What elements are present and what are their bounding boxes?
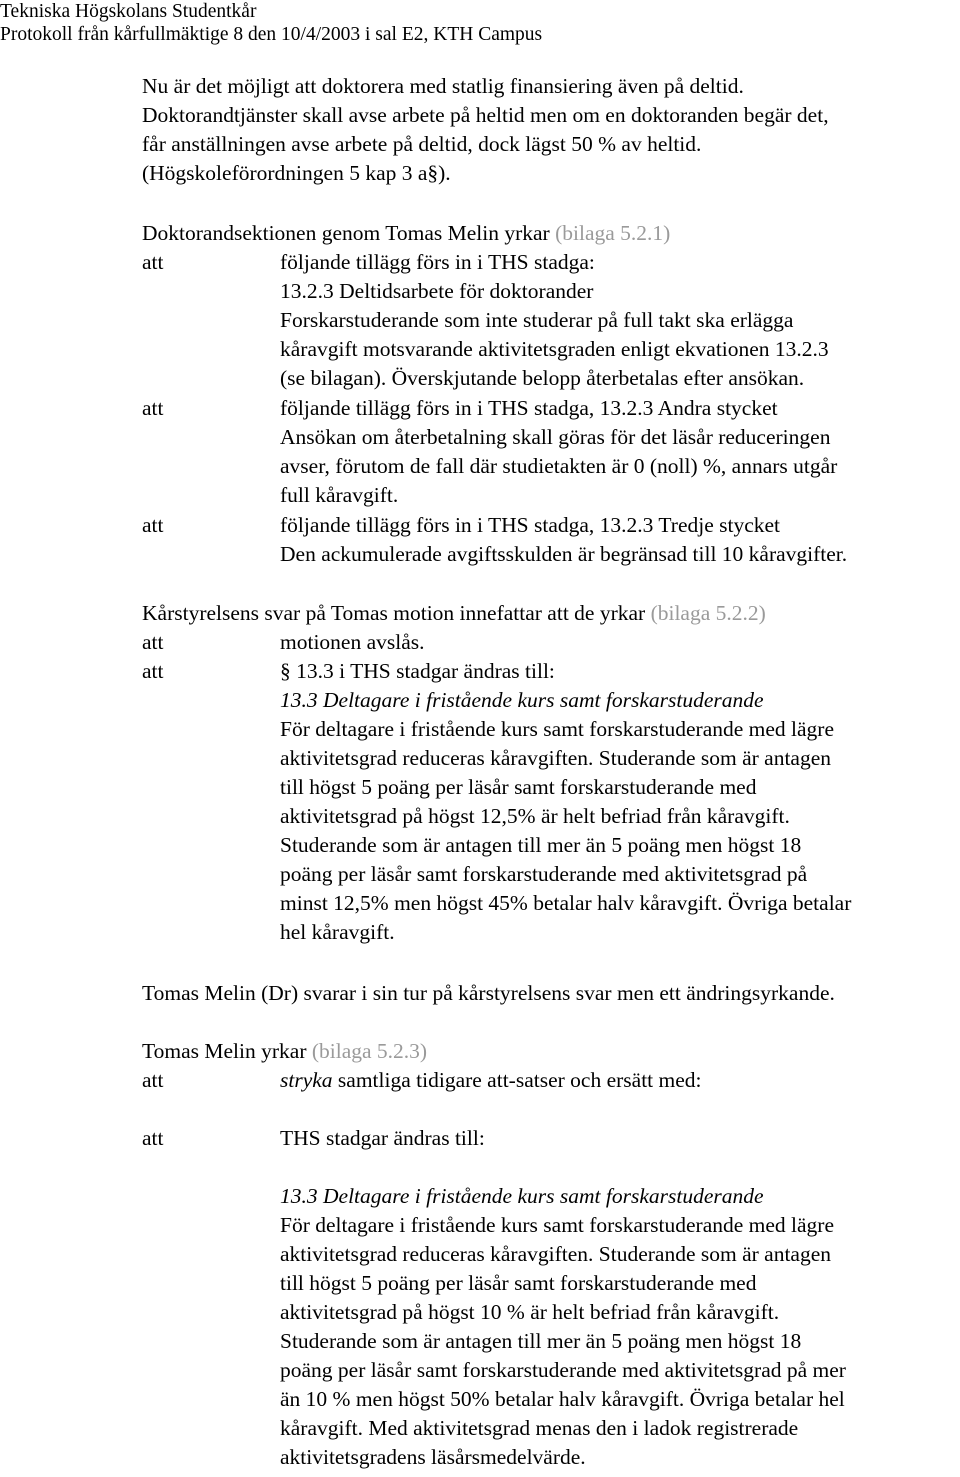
statute-text: avser, förutom de fall där studietakten är 0 (noll) %, annars utgår: [280, 454, 838, 478]
statute-text: Studerande som är antagen till mer än 5 poäng men högst 18: [280, 833, 802, 857]
statute-text: Studerande som är antagen till mer än 5 poäng men högst 18: [280, 1329, 802, 1353]
header-protocol: Protokoll från kårfullmäktige 8 den 10/4/2003 i sal E2, KTH Campus: [0, 24, 543, 45]
statute-text: till högst 5 poäng per läsår samt forskarstuderande med: [280, 1271, 757, 1295]
statute-heading: 13.3 Deltagare i fristående kurs samt forskarstuderande: [280, 688, 764, 712]
att-label: att: [142, 396, 164, 420]
statute-text: aktivitetsgrad på högst 10 % är helt befriad från kåravgift.: [280, 1300, 780, 1324]
section3-text: Tomas Melin (Dr) svarar i sin tur på kårstyrelsens svar men ett ändringsyrkande.: [142, 981, 835, 1005]
statute-text: För deltagare i fristående kurs samt forskarstuderande med lägre: [280, 1213, 835, 1237]
statute-text: För deltagare i fristående kurs samt forskarstuderande med lägre: [280, 717, 835, 741]
statute-text: aktivitetsgrad på högst 12,5% är helt befriad från kåravgift.: [280, 804, 790, 828]
statute-text: poäng per läsår samt forskarstuderande med aktivitetsgrad på: [280, 862, 808, 886]
bilaga-reference: (bilaga 5.2.2): [650, 601, 766, 625]
att-clause: följande tillägg förs in i THS stadga:: [280, 250, 595, 274]
stryka-word: stryka: [280, 1068, 333, 1092]
intro-line: Nu är det möjligt att doktorera med statlig finansiering även på deltid.: [142, 74, 744, 98]
statute-text: minst 12,5% men högst 45% betalar halv kåravgift. Övriga betalar: [280, 891, 852, 915]
att-label: att: [142, 659, 164, 683]
att-clause: följande tillägg förs in i THS stadga, 13.2.3 Tredje stycket: [280, 513, 781, 537]
att-label: att: [142, 1126, 164, 1150]
att-clause: THS stadgar ändras till:: [280, 1126, 485, 1150]
att-clause: § 13.3 i THS stadgar ändras till:: [280, 659, 555, 683]
statute-text: än 10 % men högst 50% betalar halv kåravgift. Övriga betalar hel: [280, 1387, 845, 1411]
intro-line: får anställningen avse arbete på deltid, dock lägst 50 % av heltid.: [142, 132, 702, 156]
statute-text: Den ackumulerade avgiftsskulden är begränsad till 10 kåravgifter.: [280, 542, 848, 566]
statute-text: full kåravgift.: [280, 483, 399, 507]
att-clause: följande tillägg förs in i THS stadga, 13.2.3 Andra stycket: [280, 396, 778, 420]
statute-text: Ansökan om återbetalning skall göras för det läsår reduceringen: [280, 425, 831, 449]
statute-heading: 13.2.3 Deltidsarbete för doktorander: [280, 279, 594, 303]
statute-text: aktivitetsgrad reduceras kåravgiften. Studerande som är antagen: [280, 1242, 832, 1266]
intro-line: Doktorandtjänster skall avse arbete på heltid men om en doktoranden begär det,: [142, 103, 829, 127]
att-label: att: [142, 630, 164, 654]
statute-text: (se bilagan). Överskjutande belopp återbetalas efter ansökan.: [280, 366, 805, 390]
statute-text: poäng per läsår samt forskarstuderande med aktivitetsgrad på mer: [280, 1358, 846, 1382]
att-clause: motionen avslås.: [280, 630, 425, 654]
bilaga-reference: (bilaga 5.2.3): [311, 1039, 428, 1063]
statute-text: kåravgift. Med aktivitetsgrad menas den i ladok registrerade: [280, 1416, 799, 1440]
section1-lead: Doktorandsektionen genom Tomas Melin yrkar (bilaga 5.2.1): [142, 221, 671, 245]
att-label: att: [142, 1068, 164, 1092]
header-org: Tekniska Högskolans Studentkår: [0, 1, 257, 22]
statute-text: aktivitetsgradens läsårsmedelvärde.: [280, 1445, 586, 1469]
statute-text: kåravgift motsvarande aktivitetsgraden enligt ekvationen 13.2.3: [280, 337, 829, 361]
statute-heading: 13.3 Deltagare i fristående kurs samt forskarstuderande: [280, 1184, 764, 1208]
statute-text: aktivitetsgrad reduceras kåravgiften. Studerande som är antagen: [280, 746, 832, 770]
section2-lead: Kårstyrelsens svar på Tomas motion innefattar att de yrkar (bilaga 5.2.2): [142, 601, 766, 625]
statute-text: till högst 5 poäng per läsår samt forskarstuderande med: [280, 775, 757, 799]
statute-text: hel kåravgift.: [280, 920, 395, 944]
att-label: att: [142, 513, 164, 537]
att-label: att: [142, 250, 164, 274]
section4-lead: Tomas Melin yrkar (bilaga 5.2.3): [142, 1039, 428, 1063]
att-clause: stryka samtliga tidigare att-satser och ersätt med:: [280, 1068, 702, 1092]
statute-text: Forskarstuderande som inte studerar på full takt ska erlägga: [280, 308, 794, 332]
bilaga-reference: (bilaga 5.2.1): [555, 221, 671, 245]
intro-line: (Högskoleförordningen 5 kap 3 a§).: [142, 161, 451, 185]
